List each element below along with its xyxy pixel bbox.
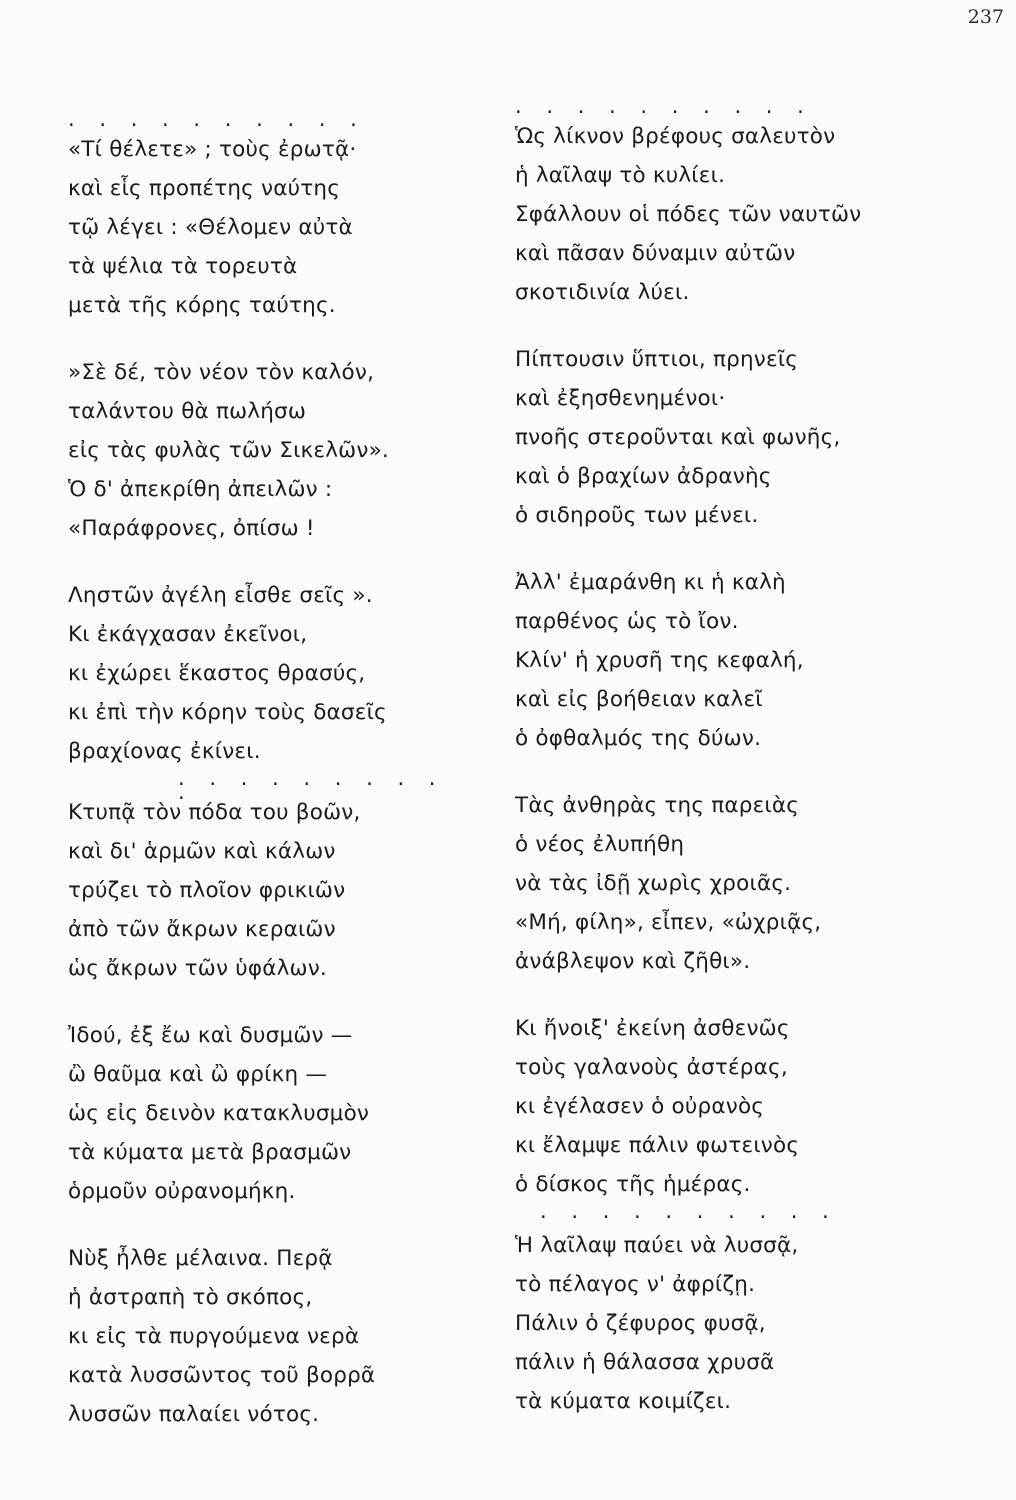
- verse-line: Σφάλλουν οἱ πόδες τῶν ναυτῶν: [515, 202, 862, 227]
- verse-line: παρθένος ὡς τὸ ἴον.: [515, 609, 739, 634]
- verse-line: καὶ εἷς προπέτης ναύτης: [68, 176, 341, 201]
- verse-line: τὰ ψέλια τὰ τορευτὰ: [68, 254, 298, 279]
- verse-line: «Παράφρονες, ὀπίσω !: [68, 516, 315, 541]
- verse-line: Τὰς ἀνθηρὰς της παρειὰς: [515, 793, 800, 818]
- stanza: [515, 117, 915, 312]
- stanza: [515, 1226, 915, 1421]
- verse-line: σκοτιδινία λύει.: [515, 280, 690, 305]
- stanza: [515, 786, 915, 981]
- stanza: [515, 1009, 915, 1204]
- verse-line: κι εἰς τὰ πυργούμενα νερὰ: [68, 1324, 360, 1349]
- ellipsis-row: . . . . . . . . . .: [68, 107, 366, 131]
- verse-line: Νὺξ ἦλθε μέλαινα. Περᾷ: [68, 1246, 333, 1271]
- verse-line: βραχίονας ἐκίνει.: [68, 739, 261, 764]
- verse-line: Κι ἐκάγχασαν ἐκεῖνοι,: [68, 622, 308, 647]
- verse-line: Κλίν' ἡ χρυσῆ της κεφαλή,: [515, 648, 804, 673]
- verse-line: Ἀλλ' ἐμαράνθη κι ἡ καλὴ: [515, 570, 786, 595]
- verse-line: ταλάντου θὰ πωλήσω: [68, 399, 307, 424]
- verse-line: λυσσῶν παλαίει νότος.: [68, 1402, 320, 1427]
- stanza: [515, 563, 915, 758]
- verse-line: καὶ δι' ἁρμῶν καὶ κάλων: [68, 839, 336, 864]
- verse-line: ὁ σιδηροῦς των μένει.: [515, 503, 759, 528]
- verse-line: καὶ εἰς βοήθειαν καλεῖ: [515, 687, 763, 712]
- stanza: [68, 793, 468, 988]
- ellipsis-row: . . . . . . . . . .: [540, 1199, 838, 1223]
- verse-line: Ὁ δ' ἀπεκρίθη ἀπειλῶν :: [68, 477, 333, 502]
- verse-line: πάλιν ἡ θάλασσα χρυσᾶ: [515, 1350, 775, 1375]
- verse-line: ὢ θαῦμα καὶ ὢ φρίκη —: [68, 1062, 328, 1087]
- verse-line: κι ἐχώρει ἕκαστος θρασύς,: [68, 661, 366, 686]
- verse-line: τὰ κύματα μετὰ βρασμῶν: [68, 1140, 352, 1165]
- verse-line: Πάλιν ὁ ζέφυρος φυσᾷ,: [515, 1311, 766, 1336]
- verse-line: τὰ κύματα κοιμίζει.: [515, 1389, 732, 1414]
- verse-line: ἀνάβλεψον καὶ ζῆθι».: [515, 949, 751, 974]
- page-number: 237: [967, 6, 1004, 28]
- verse-line: ὡς εἰς δεινὸν κατακλυσμὸν: [68, 1101, 370, 1126]
- stanza: [68, 576, 468, 771]
- verse-line: Κι ἤνοιξ' ἐκείνη ἀσθενῶς: [515, 1016, 790, 1041]
- verse-line: καὶ πᾶσαν δύναμιν αὐτῶν: [515, 241, 796, 266]
- verse-line: ὁ ὀφθαλμός της δύων.: [515, 726, 762, 751]
- verse-line: ἡ ἀστραπὴ τὸ σκόπος,: [68, 1285, 313, 1310]
- verse-line: ὁ νέος ἐλυπήθη: [515, 832, 685, 857]
- verse-line: τρύζει τὸ πλοῖον φρικιῶν: [68, 878, 346, 903]
- verse-line: »Σὲ δέ, τὸν νέον τὸν καλόν,: [68, 360, 375, 385]
- stanza: [515, 340, 915, 535]
- verse-line: Ἰδού, ἐξ ἔω καὶ δυσμῶν —: [68, 1023, 353, 1048]
- stanza: [68, 130, 468, 325]
- stanza: [68, 1239, 468, 1434]
- verse-line: Ὡς λίκνον βρέφους σαλευτὸν: [515, 124, 836, 149]
- verse-line: νὰ τὰς ἰδῇ χωρὶς χροιᾶς.: [515, 871, 792, 896]
- verse-line: Πίπτουσιν ὕπτιοι, πρηνεῖς: [515, 347, 799, 372]
- verse-line: μετὰ τῆς κόρης ταύτης.: [68, 293, 336, 318]
- stanza: [68, 353, 468, 548]
- verse-line: τὸ πέλαγος ν' ἀφρίζῃ.: [515, 1272, 756, 1297]
- verse-line: «Μή, φίλη», εἶπεν, «ὠχριᾷς,: [515, 910, 822, 935]
- poem-column-right: [515, 95, 915, 1449]
- verse-line: κατὰ λυσσῶντος τοῦ βορρᾶ: [68, 1363, 376, 1388]
- verse-line: Κτυπᾷ τὸν πόδα του βοῶν,: [68, 800, 361, 825]
- verse-line: Ἡ λαῖλαψ παύει νὰ λυσσᾷ,: [515, 1233, 799, 1258]
- verse-line: πνοῆς στεροῦνται καὶ φωνῆς,: [515, 425, 841, 450]
- verse-line: κι ἐγέλασεν ὁ οὐρανὸς: [515, 1094, 765, 1119]
- verse-line: τῷ λέγει : «Θέλομεν αὐτὰ: [68, 215, 353, 240]
- verse-line: τοὺς γαλανοὺς ἀστέρας,: [515, 1055, 788, 1080]
- verse-line: ἀπὸ τῶν ἄκρων κεραιῶν: [68, 917, 336, 942]
- verse-line: ὁ δίσκος τῆς ἡμέρας.: [515, 1172, 751, 1197]
- ellipsis-row: . . . . . . . . . .: [515, 94, 813, 118]
- verse-line: κι ἔλαμψε πάλιν φωτεινὸς: [515, 1133, 800, 1158]
- ellipsis-row: . . . . . . . . . .: [178, 766, 445, 804]
- verse-line: ὡς ἄκρων τῶν ὑφάλων.: [68, 956, 327, 981]
- verse-line: Ληστῶν ἀγέλη εἶσθε σεῖς ».: [68, 583, 373, 608]
- verse-line: ἡ λαῖλαψ τὸ κυλίει.: [515, 163, 726, 188]
- stanza: [68, 1016, 468, 1211]
- poem-column-left: [68, 108, 468, 1462]
- verse-line: καὶ ἐξησθενημένοι·: [515, 386, 726, 411]
- verse-line: εἰς τὰς φυλὰς τῶν Σικελῶν».: [68, 438, 389, 463]
- verse-line: «Τί θέλετε» ; τοὺς ἐρωτᾷ·: [68, 137, 357, 162]
- verse-line: κι ἐπὶ τὴν κόρην τοὺς δασεῖς: [68, 700, 387, 725]
- verse-line: καὶ ὁ βραχίων ἀδρανὴς: [515, 464, 772, 489]
- verse-line: ὁρμοῦν οὐρανομήκη.: [68, 1179, 296, 1204]
